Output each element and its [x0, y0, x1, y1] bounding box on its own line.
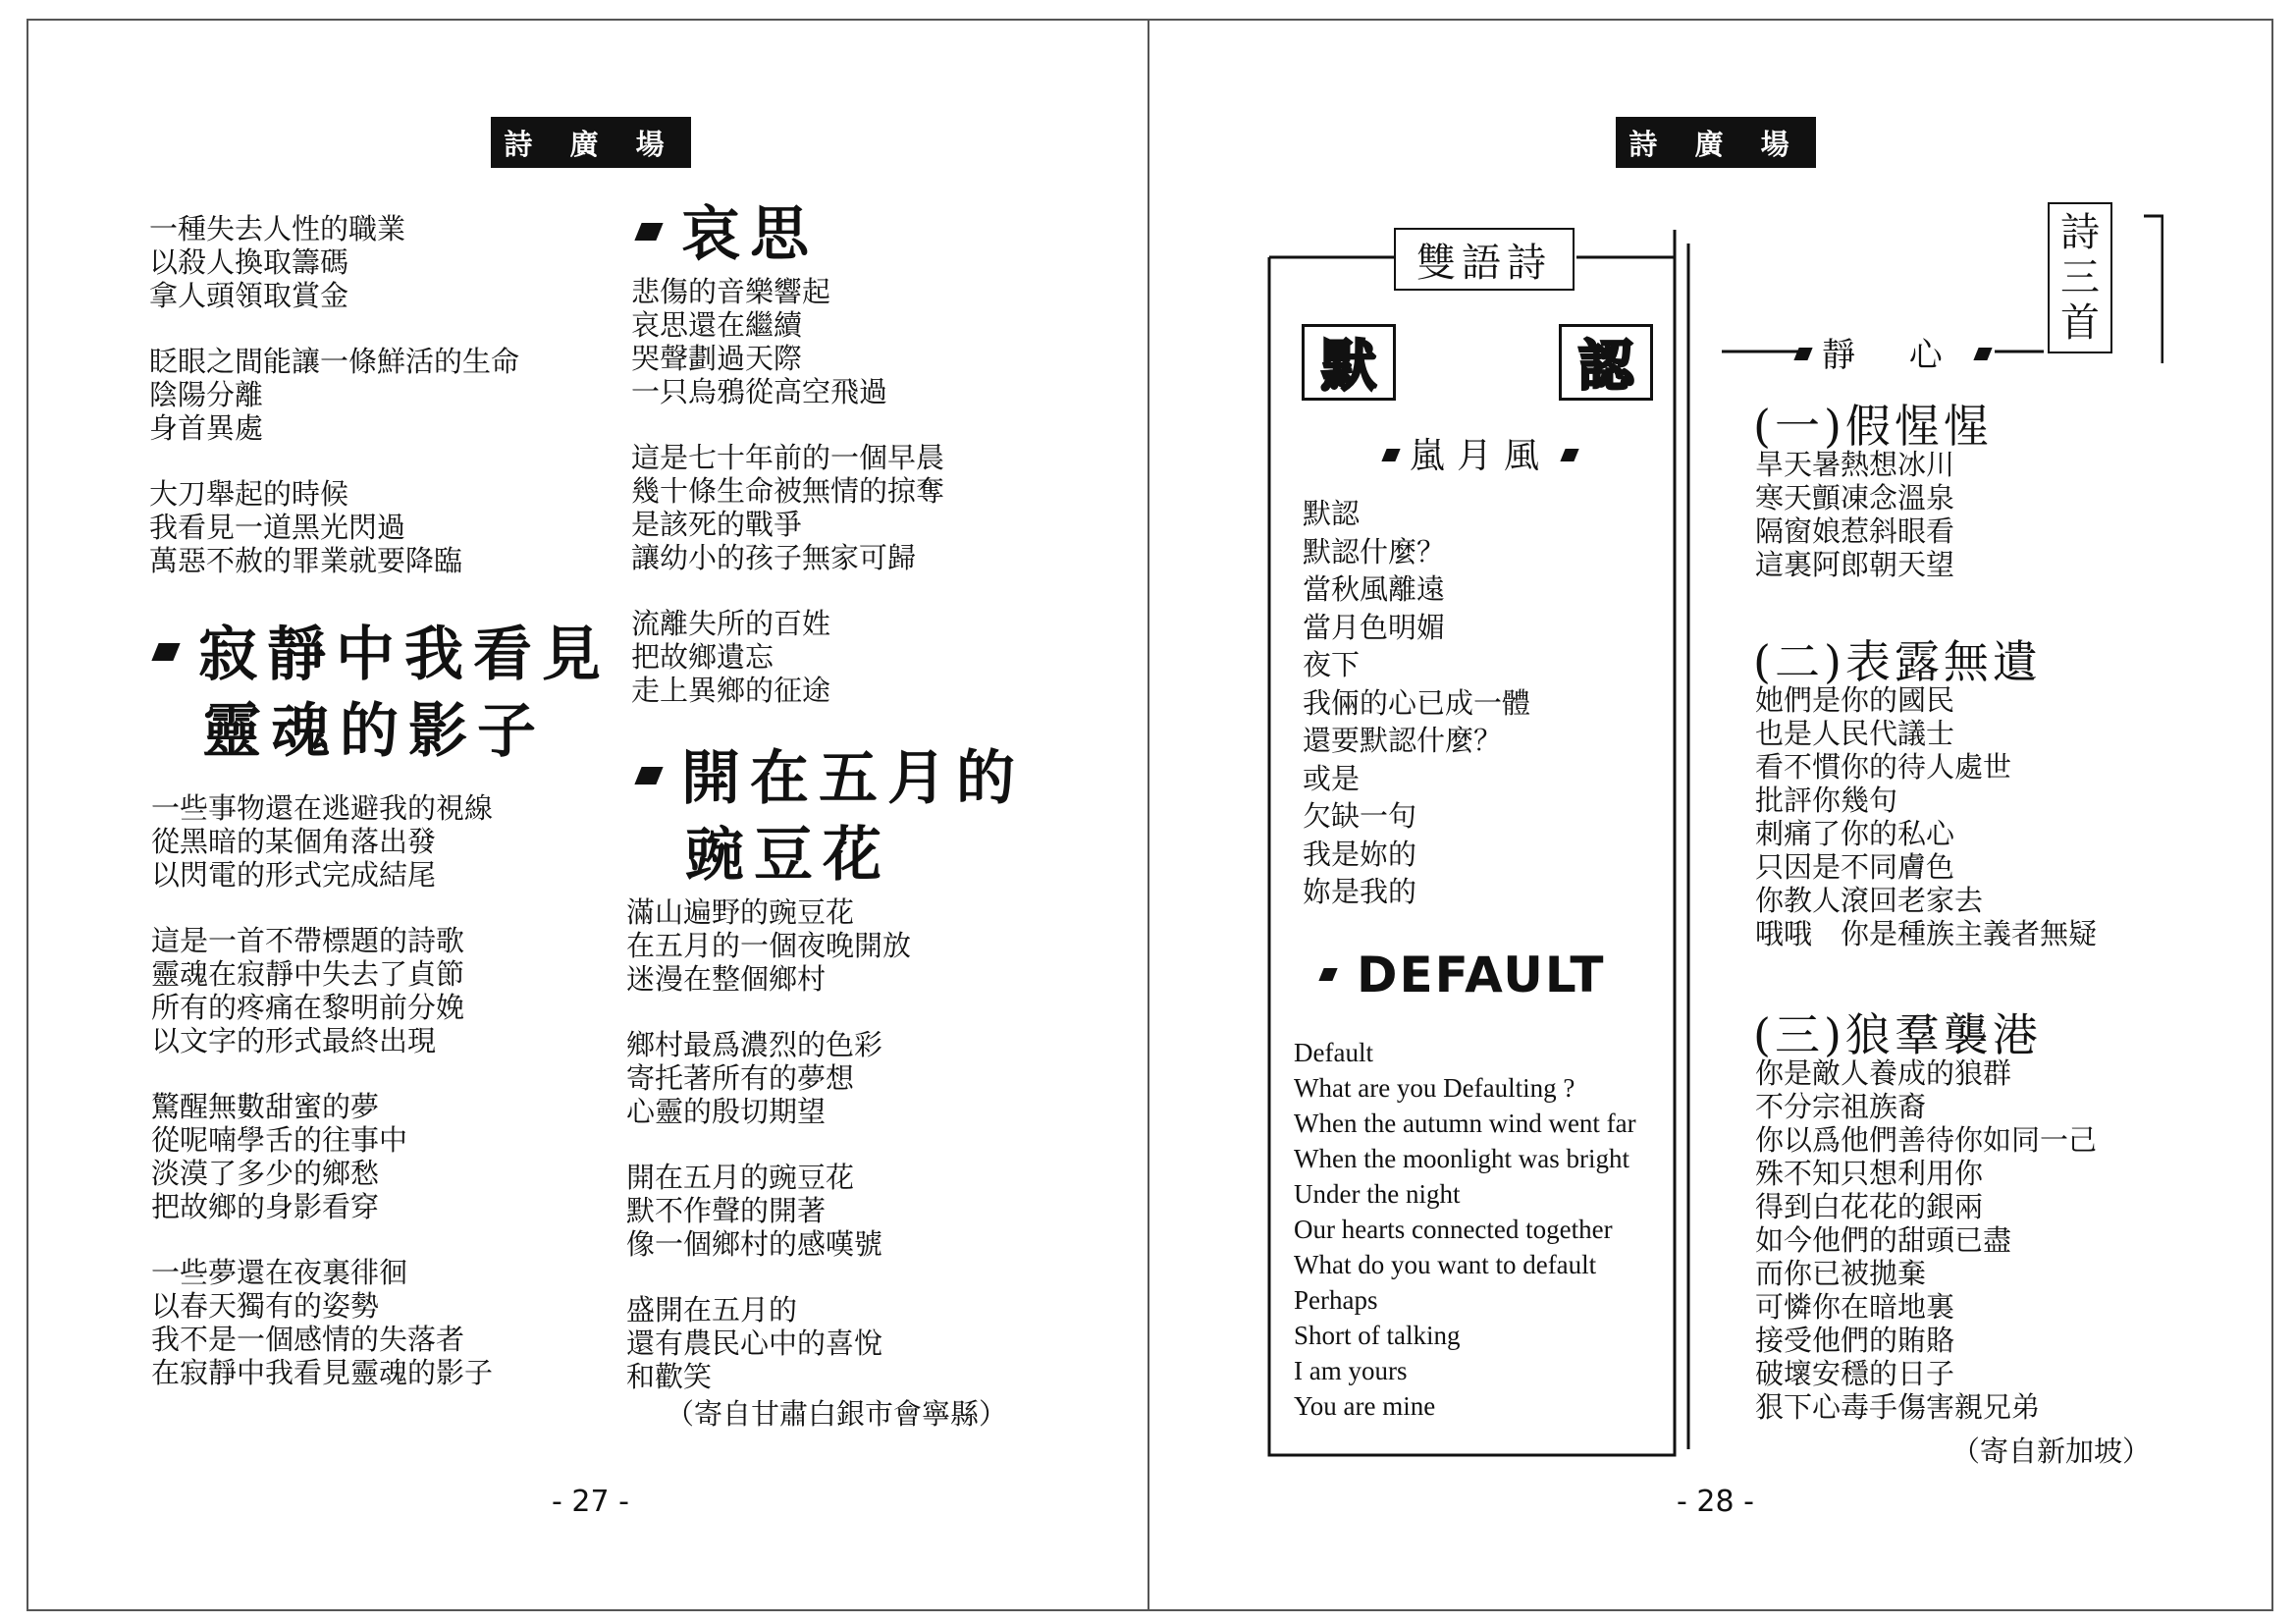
poem-line: Default	[1294, 1038, 1373, 1067]
stanza	[631, 607, 944, 707]
three-poems-vertical-title	[2048, 202, 2112, 353]
poem-line: 也是人民代議士	[1755, 717, 1955, 750]
bilingual-chinese-body	[1303, 495, 1530, 911]
english-title-text: DEFAULT	[1357, 947, 1606, 1003]
poem-line: 默認什麼？	[1303, 534, 1446, 568]
poem-line: 走上異鄉的征途	[631, 674, 831, 707]
poem-line: 欠缺一句	[1303, 799, 1417, 833]
poem-title-line1: 開在五月的	[681, 744, 1025, 813]
poem-line: 和歡笑	[626, 1360, 713, 1393]
poem-line: When the moonlight was bright	[1294, 1144, 1629, 1173]
poem-line: 我是妳的	[1303, 837, 1417, 871]
poem-pea-flower-body	[626, 895, 911, 1426]
section-body	[1755, 448, 1954, 581]
poem-line: 還有農民心中的喜悅	[626, 1326, 883, 1360]
poem-line: 淡漠了多少的鄉愁	[151, 1157, 380, 1190]
bullet-icon	[1381, 449, 1400, 461]
poem-line: 妳是我的	[1303, 875, 1417, 908]
poem-line: 盛開在五月的	[626, 1293, 798, 1326]
author-name: 嵐月風	[1410, 436, 1552, 476]
bullet-icon	[1560, 449, 1578, 461]
poem-line: 這是一首不帶標題的詩歌	[151, 924, 465, 957]
credit-right: （寄自新加坡）	[1951, 1435, 2152, 1468]
poem-line: 以殺人換取籌碼	[149, 245, 349, 279]
title-char-2: 認	[1578, 335, 1633, 399]
poem-line: 哭聲劃過天際	[631, 342, 803, 375]
poem-line: Our hearts connected together	[1294, 1215, 1613, 1244]
stanza	[149, 212, 519, 312]
poem-line: 當秋風離遠	[1303, 572, 1446, 606]
poem-line: 旱天暑熱想冰川	[1755, 448, 1955, 481]
poem-line: 批評你幾句	[1755, 784, 1898, 817]
poem-line: Short of talking	[1294, 1321, 1461, 1350]
poem-title-text: 哀思	[681, 200, 819, 269]
poem-line: 看不慣你的待人處世	[1755, 750, 2012, 784]
poem-line: 默不作聲的開著	[626, 1194, 827, 1227]
poem-line: 而你已被拋棄	[1755, 1257, 1927, 1290]
poem-line: 像一個鄉村的感嘆號	[626, 1227, 883, 1261]
poem-line: 開在五月的豌豆花	[626, 1161, 855, 1194]
poem-line: 大刀舉起的時候	[149, 477, 349, 511]
section-body	[1755, 1056, 2097, 1424]
poem-line: I am yours	[1294, 1356, 1408, 1385]
poem-line: 這裏阿郎朝天望	[1755, 548, 1955, 581]
poem-line: 你教人滾回老家去	[1755, 884, 1984, 917]
poem-line: 迷漫在整個鄉村	[626, 962, 827, 996]
poem-line: 幾十條生命被無情的掠奪	[631, 474, 945, 508]
bullet-icon	[634, 223, 663, 241]
poem-line: 萬惡不赦的罪業就要降臨	[149, 544, 463, 577]
poem-title-line1: 寂靜中我看見	[198, 621, 611, 689]
vertical-title-char: 詩	[2060, 210, 2100, 255]
poem-line: What do you want to default	[1294, 1250, 1597, 1279]
poem-line: 是該死的戰爭	[631, 508, 803, 541]
poem-line: 只因是不同膚色	[1755, 850, 1955, 884]
poem-line: 得到白花花的銀兩	[1755, 1190, 1984, 1223]
vertical-title-char: 首	[2060, 300, 2100, 346]
poem-line: 哀思還在繼續	[631, 308, 803, 342]
title-char-box-2	[1559, 324, 1653, 401]
bullet-icon	[1318, 968, 1337, 981]
page-spine	[1148, 19, 1149, 1611]
poem-line: 身首異處	[149, 411, 264, 445]
section-header-right: 詩 廣 場	[1616, 117, 1816, 168]
intro-poem	[149, 212, 519, 610]
poem-line: 陰陽分離	[149, 378, 264, 411]
poem-line: 拿人頭領取賞金	[149, 279, 349, 312]
poem-line: 破壞安穩的日子	[1755, 1357, 1955, 1390]
poem-line: 在寂靜中我看見靈魂的影子	[151, 1356, 494, 1389]
vertical-title-char: 三	[2060, 255, 2100, 300]
section-header-left: 詩 廣 場	[491, 117, 691, 168]
poem-line: What are you Defaulting ?	[1294, 1073, 1575, 1103]
poem-line: 心靈的殷切期望	[626, 1095, 827, 1128]
poem-line: Perhaps	[1294, 1285, 1378, 1315]
stanza	[151, 1256, 493, 1389]
poem-title-line2: 靈魂的影子	[202, 697, 546, 766]
stanza	[626, 895, 911, 996]
poem-line: 以文字的形式最終出現	[151, 1024, 437, 1057]
poem-line: 寒天顫凍念溫泉	[1755, 481, 1955, 514]
poem-line: 哦哦 你是種族主義者無疑	[1755, 917, 2098, 950]
poem-line: 以春天獨有的姿勢	[151, 1289, 380, 1323]
poem-line: 可憐你在暗地裏	[1755, 1290, 1955, 1324]
poem-silence-body	[151, 791, 493, 1422]
poem-line: 一只烏鴉從高空飛過	[631, 375, 888, 408]
poem-line: 不分宗祖族裔	[1755, 1090, 1927, 1123]
page-number-left: - 27 -	[552, 1485, 629, 1519]
poem-title-mourning	[638, 196, 819, 273]
poem-line: 一些事物還在逃避我的視線	[151, 791, 494, 825]
poem-line: 還要默認什麼？	[1303, 724, 1503, 757]
poem-line: 滿山遍野的豌豆花	[626, 895, 855, 929]
poem-line: 你是敵人養成的狼群	[1755, 1056, 2012, 1090]
poem-line: 你以爲他們善待你如同一己	[1755, 1123, 2098, 1157]
author-three-poems	[1785, 328, 2002, 376]
stanza	[149, 345, 519, 445]
poem-line: 寄托著所有的夢想	[626, 1061, 855, 1095]
section-title: (二)表露無遺	[1753, 635, 2042, 688]
poem-line: 一種失去人性的職業	[149, 212, 406, 245]
english-title	[1321, 947, 1606, 1003]
poem-line: 驚醒無數甜蜜的夢	[151, 1090, 380, 1123]
poem-line: 當月色明媚	[1303, 610, 1446, 644]
stanza	[151, 1090, 493, 1223]
poem-line: 以閃電的形式完成結尾	[151, 858, 437, 892]
poem-line: 所有的疼痛在黎明前分娩	[151, 991, 465, 1024]
author-name: 靜 心	[1822, 336, 1964, 375]
poem-line: 在五月的一個夜晚開放	[626, 929, 912, 962]
poem-line: 從呢喃學舌的往事中	[151, 1123, 408, 1157]
poem-line: 讓幼小的孩子無家可歸	[631, 541, 917, 574]
poem-line: 把故鄉的身影看穿	[151, 1190, 380, 1223]
bilingual-english-body	[1294, 1035, 1636, 1424]
poem-line: 我看見一道黑光閃過	[149, 511, 406, 544]
poem-line: 我不是一個感情的失落者	[151, 1323, 465, 1356]
poem-line: 殊不知只想利用你	[1755, 1157, 1984, 1190]
bullet-icon	[634, 767, 663, 785]
poem-line: 一些夢還在夜裏徘徊	[151, 1256, 408, 1289]
poem-line: 流離失所的百姓	[631, 607, 831, 640]
poem-mourning-body	[631, 275, 944, 739]
poem-line: 刺痛了你的私心	[1755, 817, 1955, 850]
bullet-icon	[1973, 348, 1992, 360]
poem-line: 接受他們的賄賂	[1755, 1324, 1955, 1357]
poem-line: 鄉村最爲濃烈的色彩	[626, 1028, 883, 1061]
poem-line: 狠下心毒手傷害親兄弟	[1755, 1390, 2041, 1424]
poem-line: Under the night	[1294, 1179, 1461, 1209]
poem-line: 這是七十年前的一個早晨	[631, 441, 945, 474]
poem-line: 她們是你的國民	[1755, 683, 1955, 717]
poem-line: 靈魂在寂靜中失去了貞節	[151, 957, 465, 991]
poem-line: You are mine	[1294, 1391, 1436, 1421]
stanza	[631, 275, 944, 408]
title-char-1: 默	[1321, 335, 1376, 399]
section-title: (三)狼羣襲港	[1753, 1008, 2042, 1061]
poem-line: 把故鄉遺忘	[631, 640, 774, 674]
section-title: (一)假惺惺	[1753, 400, 1993, 453]
stanza	[626, 1161, 911, 1261]
poem-line: 如今他們的甜頭已盡	[1755, 1223, 2012, 1257]
stanza	[149, 477, 519, 577]
poem-title-silence	[155, 617, 611, 770]
poem-line: 或是	[1303, 761, 1361, 795]
stanza	[631, 441, 944, 574]
section-body	[1755, 683, 2097, 950]
author-bilingual	[1372, 428, 1588, 478]
stanza	[151, 924, 493, 1057]
poem-line: 從黑暗的某個角落出發	[151, 825, 437, 858]
bullet-icon	[1793, 348, 1812, 360]
title-char-box-1	[1302, 324, 1396, 401]
poem-line: 默認	[1303, 497, 1361, 530]
stanza	[151, 791, 493, 892]
poem-line: When the autumn wind went far	[1294, 1109, 1636, 1138]
poem-line: 夜下	[1303, 648, 1361, 681]
poem-line: 隔窗娘惹斜眼看	[1755, 514, 1955, 548]
stanza	[626, 1293, 911, 1393]
bullet-icon	[151, 643, 180, 661]
page-number-right: - 28 -	[1677, 1485, 1754, 1519]
credit-left: （寄自甘肅白銀市會寧縣）	[666, 1397, 1008, 1431]
poem-title-line2: 豌豆花	[685, 821, 891, 890]
poem-title-pea-flower	[638, 740, 1025, 893]
poem-line: 悲傷的音樂響起	[631, 275, 831, 308]
poem-line: 我倆的心已成一體	[1303, 685, 1531, 720]
bilingual-tag: 雙語詩	[1394, 228, 1575, 291]
stanza	[626, 1028, 911, 1128]
poem-line: 眨眼之間能讓一條鮮活的生命	[149, 345, 520, 378]
